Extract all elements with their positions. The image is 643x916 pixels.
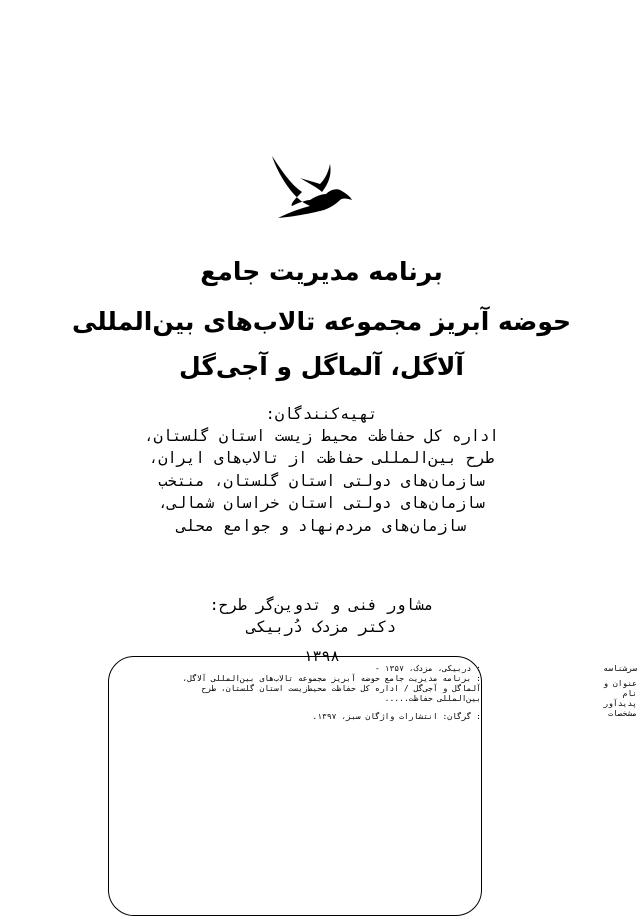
catalog-value: : برنامه مدیریت جامع حوضه آبریز مجموعه تالاب‌های بین‌المللی آلاگل، — [182, 674, 481, 683]
catalog-label: مشخصات — [608, 709, 637, 718]
preparer-line: سازمان‌های دولتی استان گلستان، منتخب — [158, 472, 485, 490]
catalog-value: : دربیکی، مزدک، ۱۳۵۷ - — [375, 664, 481, 673]
preparer-line: طرح بین‌المللی حفاظت از تالاب‌های ایران، — [148, 449, 495, 467]
catalog-label: سرشناسه — [603, 664, 637, 673]
publication-year: ۱۳۹۸ — [303, 647, 340, 665]
bird-icon — [270, 154, 354, 222]
preparer-line: سازمان‌های دولتی استان خراسان شمالی، — [158, 494, 485, 512]
catalog-label: نام — [622, 689, 637, 698]
consultant-heading: مشاور فنی و تدوین‌گر طرح: — [209, 596, 434, 614]
catalog-value: آلماگل و آجی‌گل / اداره کل حفاظت محیط‌زیست استان گلستان، طرح — [201, 684, 481, 693]
title-line-3: آلاگل، آلماگل و آجی‌گل — [179, 352, 464, 381]
preparers-heading: تهیه‌کنندگان: — [265, 405, 378, 423]
preparer-line: اداره کل حفاظت محیط زیست استان گلستان، — [144, 427, 499, 445]
catalog-value: : گرگان: انتشارات واژگان سبز، ۱۳۹۷. — [312, 712, 481, 721]
catalog-label: پدیدآور — [603, 699, 637, 708]
title-line-2: حوضه آبریز مجموعه تالاب‌های بین‌المللی — [71, 307, 572, 336]
catalog-label: عنوان و — [603, 679, 637, 688]
title-line-1: برنامه مدیریت جامع — [200, 257, 443, 286]
consultant-name: دکتر مزدک دُربیکی — [246, 618, 397, 636]
preparer-line: سازمان‌های مردم‌نهاد و جوامع محلی — [176, 517, 467, 535]
catalog-value: بین‌المللی حفاظت..... — [384, 694, 481, 703]
